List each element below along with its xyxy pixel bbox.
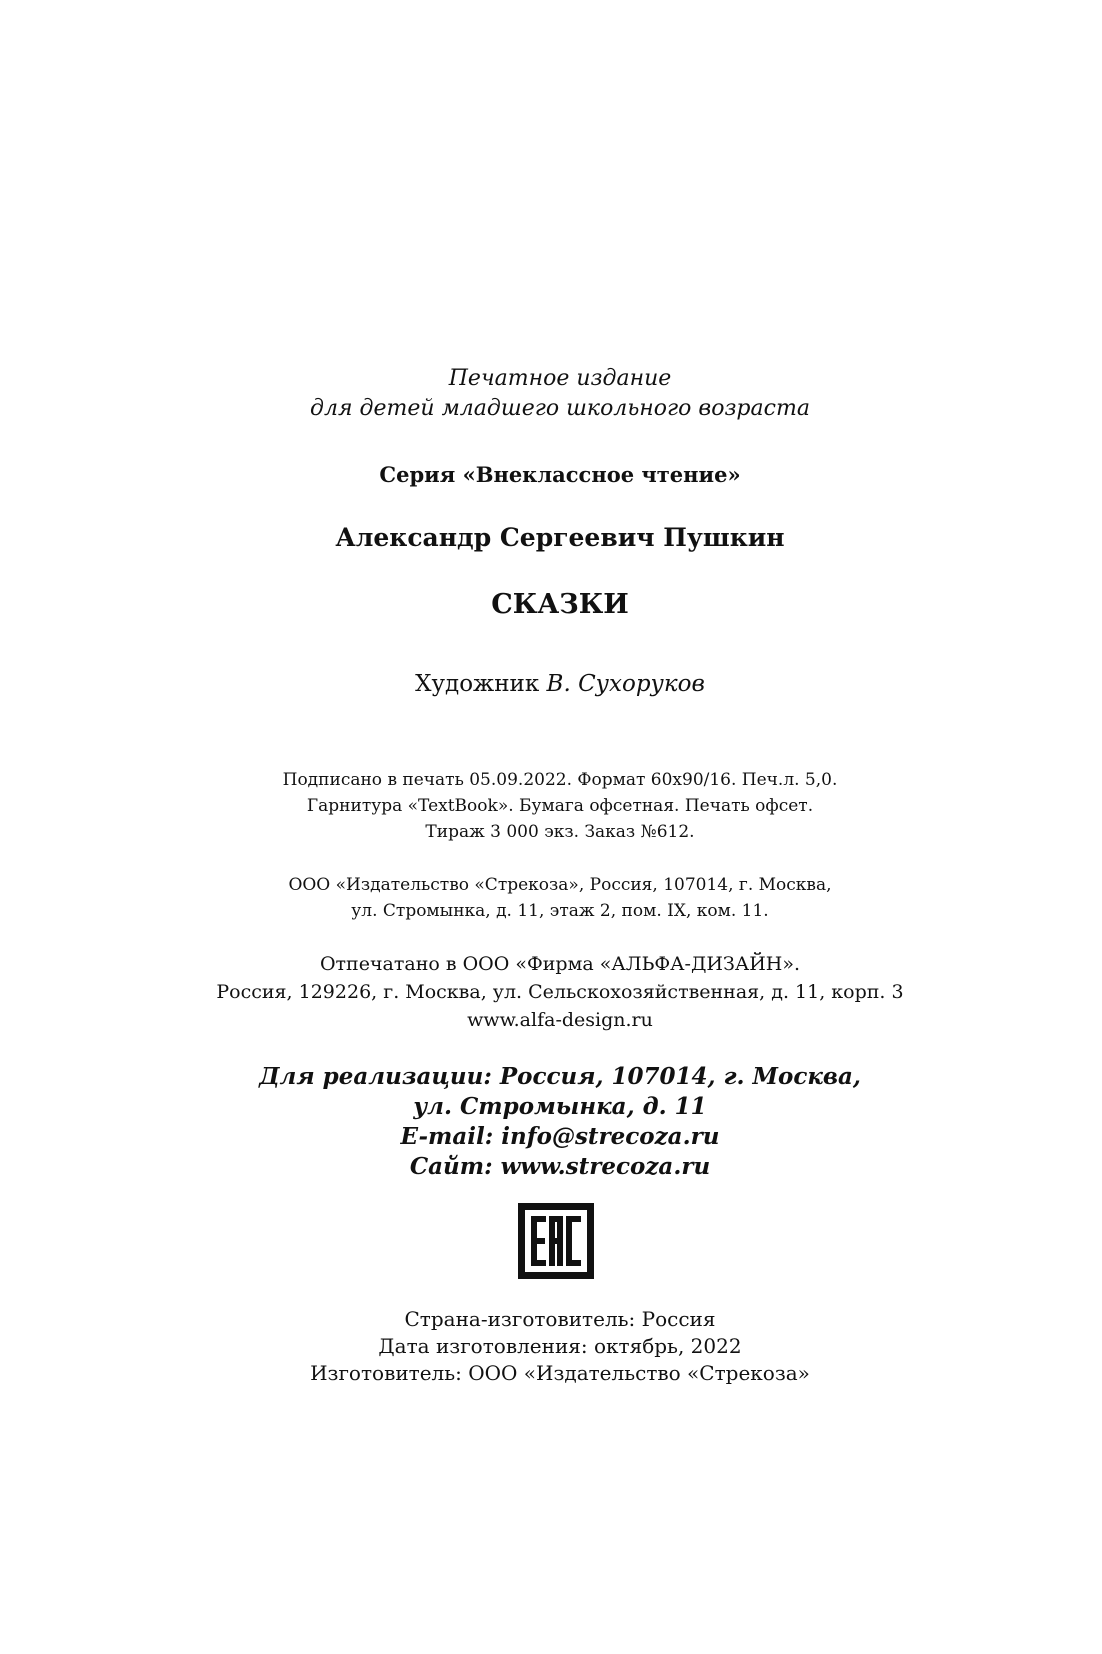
- printer-line-2: Россия, 129226, г. Москва, ул. Сельскохозяйственная, д. 11, корп. 3: [216, 981, 904, 1003]
- artist-label: Художник: [415, 671, 540, 697]
- distribution-email: E-mail: info@strecoza.ru: [400, 1123, 720, 1150]
- publisher-address: [0, 872, 1102, 924]
- distribution-website: Сайт: www.strecoza.ru: [409, 1153, 711, 1180]
- artist-credit: [0, 668, 1102, 700]
- country-of-manufacture: Страна-изготовитель: Россия: [404, 1307, 716, 1331]
- edition-line-1: Печатное издание: [448, 366, 672, 391]
- print-details: [0, 767, 1102, 845]
- edition-line-2: для детей младшего школьного возраста: [310, 396, 810, 421]
- distribution-contacts: [0, 1062, 1102, 1182]
- book-title-label: СКАЗКИ: [491, 589, 629, 620]
- eac-certification-icon: [518, 1203, 594, 1279]
- manufacture-date: Дата изготовления: октябрь, 2022: [378, 1334, 742, 1358]
- printer-info: [0, 950, 1102, 1034]
- book-title: [0, 588, 1102, 622]
- publisher-line-2: ул. Стромынка, д. 11, этаж 2, пом. IX, ком. 11.: [351, 901, 769, 921]
- printer-line-1: Отпечатано в ООО «Фирма «АЛЬФА-ДИЗАЙН».: [319, 953, 801, 975]
- distribution-line-2: ул. Стромынка, д. 11: [413, 1093, 707, 1120]
- artist-name: В. Сухоруков: [546, 671, 705, 697]
- manufacturer-name: Изготовитель: ООО «Издательство «Стрекоза»: [310, 1361, 810, 1385]
- publisher-line-1: ООО «Издательство «Стрекоза», Россия, 107014, г. Москва,: [288, 875, 832, 895]
- author-label: Александр Сергеевич Пушкин: [335, 523, 785, 552]
- print-details-line-3: Тираж 3 000 экз. Заказ №612.: [425, 822, 695, 842]
- series-label: Серия «Внеклассное чтение»: [379, 462, 741, 487]
- series-title: [0, 460, 1102, 490]
- distribution-line-1: Для реализации: Россия, 107014, г. Москва,: [259, 1063, 861, 1090]
- printer-website: www.alfa-design.ru: [467, 1009, 653, 1031]
- print-details-line-2: Гарнитура «TextBook». Бумага офсетная. Печать офсет.: [306, 796, 814, 816]
- print-details-line-1: Подписано в печать 05.09.2022. Формат 60х90/16. Печ.л. 5,0.: [282, 770, 838, 790]
- manufacturer-info: [0, 1306, 1102, 1387]
- edition-description: [0, 364, 1102, 424]
- author-name: [0, 522, 1102, 554]
